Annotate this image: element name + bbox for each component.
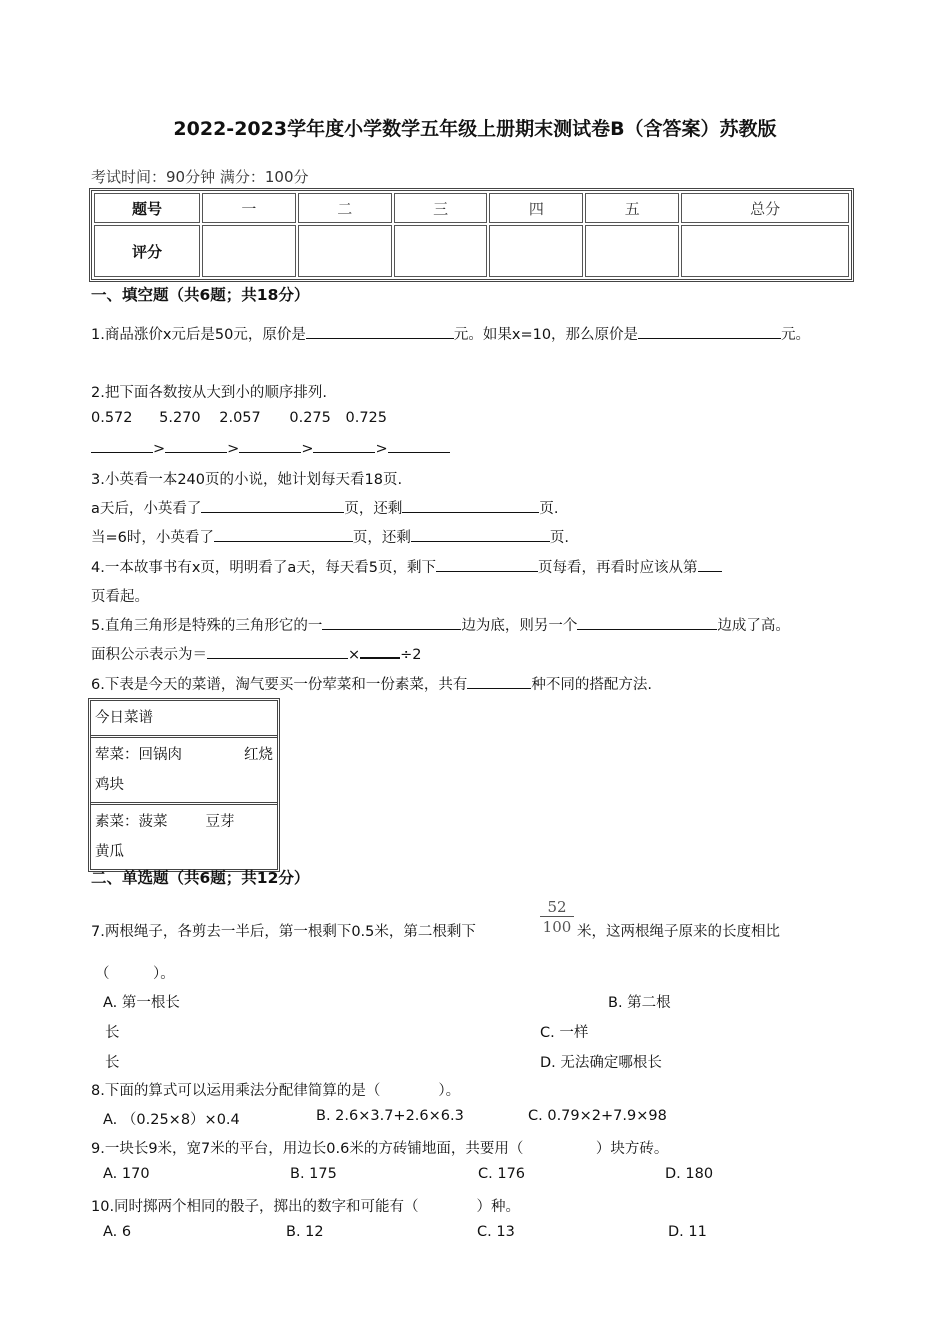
q7-option-d[interactable]: D. 无法确定哪根长 [540,1055,662,1071]
q1-blank-1[interactable] [306,324,454,339]
menu-veg-label: 素菜： [95,814,139,830]
q5-blank[interactable] [207,644,348,659]
q7-fraction [540,898,574,937]
score-header-cell: 四 [489,193,583,223]
q3-blank[interactable] [201,498,344,513]
score-row-label: 评分 [94,225,200,277]
question-7-text-a: 7.两根绳子，各剪去一半后，第一根剩下0.5米，第二根剩下 [91,924,476,940]
q1-text-a: 1.商品涨价x元后是50元，原价是 [91,327,306,343]
q2-blank[interactable] [91,438,153,453]
question-7-text-b: 米，这两根绳子原来的长度相比 [577,924,780,940]
q2-number: 2.057 [219,410,261,426]
q3-blank[interactable] [214,527,353,542]
q3-text: 页. [549,530,569,546]
q9-option-a[interactable]: A. 170 [103,1166,150,1182]
q3-text: 页. [539,501,559,517]
q10-option-a[interactable]: A. 6 [103,1224,132,1240]
score-header-cell: 三 [394,193,488,223]
q4-text: 页每看，再看时应该从第 [538,560,698,576]
q2-number: 0.725 [345,410,388,426]
q3-text: 页，还剩 [344,501,403,517]
menu-veg-row [91,802,277,869]
q6-blank[interactable] [467,674,531,689]
q7-option-b[interactable]: B. 第二根 [608,995,671,1011]
q2-blank[interactable] [313,438,375,453]
menu-table [88,698,280,872]
page-title: 2022-2023学年度小学数学五年级上册期末测试卷B（含答案）苏教版 [173,118,777,140]
q7-fraction-numerator: 52 [540,898,574,917]
q9-option-c[interactable]: C. 176 [478,1166,526,1182]
q5-text: 5.直角三角形是特殊的三角形它的一 [91,618,323,634]
q5-blank[interactable] [360,643,400,659]
question-3-line-2 [91,526,569,547]
score-header-cell: 二 [298,193,392,223]
q1-text-c: 元。 [781,327,811,343]
q2-number: 0.572 [91,410,133,426]
score-table-header-row [94,193,849,223]
q8-option-c[interactable]: C. 0.79×2+7.9×98 [528,1108,667,1124]
question-2-numbers [91,410,387,426]
q4-blank[interactable] [436,557,538,572]
score-table-score-row [94,225,849,277]
question-3-line-1 [91,497,559,518]
q7-option-a-wrap: 长 [105,1025,120,1041]
q5-text: × [348,647,361,663]
q2-gt: > [375,441,388,457]
q2-gt: > [153,441,166,457]
q5-blank[interactable] [322,615,461,630]
menu-item: 豆芽 [205,814,235,830]
menu-item: 菠菜 [138,814,168,830]
q5-blank[interactable] [577,615,717,630]
question-5-line-2 [91,643,422,664]
score-header-cell: 总分 [681,193,849,223]
q1-blank-2[interactable] [638,324,781,339]
q9-option-b[interactable]: B. 175 [290,1166,337,1182]
menu-item: 鸡块 [95,777,124,793]
q3-blank[interactable] [402,498,539,513]
menu-item: 回锅肉 [138,747,182,763]
question-4-line-2: 页看起。 [91,589,149,605]
q8-option-a[interactable]: A. （0.25×8）×0.4 [103,1112,240,1128]
q5-text: 边成了高。 [717,618,790,634]
q8-option-b[interactable]: B. 2.6×3.7+2.6×6.3 [316,1108,464,1124]
section-1-heading: 一、填空题（共6题；共18分） [91,286,310,304]
q2-blank[interactable] [165,438,227,453]
q5-text: 面积公示表示为＝ [91,647,207,663]
score-entry-cell[interactable] [489,225,583,277]
exam-info: 考试时间：90分钟 满分：100分 [91,168,309,186]
question-5 [91,614,790,635]
q6-text: 种不同的搭配方法. [531,677,652,693]
question-2-answer-line [91,438,450,457]
score-entry-cell[interactable] [394,225,488,277]
q4-blank[interactable] [698,557,722,572]
question-2-stem: 2.把下面各数按从大到小的顺序排列. [91,385,327,401]
q2-blank[interactable] [388,438,450,453]
q3-blank[interactable] [411,527,550,542]
q4-text: 4.一本故事书有x页，明明看了a天，每天看5页，剩下 [91,560,437,576]
q7-option-b-wrap: 长 [105,1055,120,1071]
q10-option-b[interactable]: B. 12 [286,1224,324,1240]
q10-option-d[interactable]: D. 11 [668,1224,707,1240]
score-header-cell: 一 [202,193,296,223]
menu-title: 今日菜谱 [95,710,153,726]
q2-number: 0.275 [289,410,331,426]
menu-meat-label: 荤菜： [95,747,139,763]
question-7-paren: （ ）。 [95,966,175,982]
section-2-heading: 二、单选题（共6题；共12分） [91,869,310,887]
q2-gt: > [301,441,314,457]
score-header-cell: 五 [585,193,679,223]
q7-fraction-denominator: 100 [542,918,572,936]
menu-meat-row [91,735,277,802]
question-4 [91,556,722,577]
score-entry-cell[interactable] [681,225,849,277]
question-3-stem: 3.小英看一本240页的小说，她计划每天看18页. [91,472,403,488]
question-9-stem: 9.一块长9米，宽7米的平台，用边长0.6米的方砖铺地面，共要用（ ）块方砖。 [91,1141,669,1157]
score-entry-cell[interactable] [298,225,392,277]
q5-text: 边为底，则另一个 [461,618,578,634]
q2-blank[interactable] [239,438,301,453]
question-1 [91,323,810,344]
q1-text-b: 元。如果x=10，那么原价是 [453,327,639,343]
q7-option-a[interactable]: A. 第一根长 [103,995,180,1011]
q5-text: ÷2 [400,647,422,663]
q7-option-c[interactable]: C. 一样 [540,1025,589,1041]
question-8-stem: 8.下面的算式可以运用乘法分配律简算的是（ ）。 [91,1083,461,1099]
q2-gt: > [227,441,240,457]
q2-number: 5.270 [159,410,201,426]
score-header-cell: 题号 [94,193,200,223]
question-6 [91,673,652,694]
q10-option-c[interactable]: C. 13 [477,1224,515,1240]
question-10-stem: 10.同时掷两个相同的骰子，掷出的数字和可能有（ ）种。 [91,1199,521,1215]
menu-item: 红烧 [244,747,273,763]
q6-text: 6.下表是今天的菜谱，淘气要买一份荤菜和一份素菜，共有 [91,677,468,693]
q3-text: a天后，小英看了 [91,501,202,517]
q9-option-d[interactable]: D. 180 [665,1166,714,1182]
score-table [89,188,854,282]
score-entry-cell[interactable] [202,225,296,277]
menu-item: 黄瓜 [95,844,124,860]
score-entry-cell[interactable] [585,225,679,277]
q3-text: 当=6时，小英看了 [91,530,214,546]
q3-text: 页，还剩 [352,530,411,546]
